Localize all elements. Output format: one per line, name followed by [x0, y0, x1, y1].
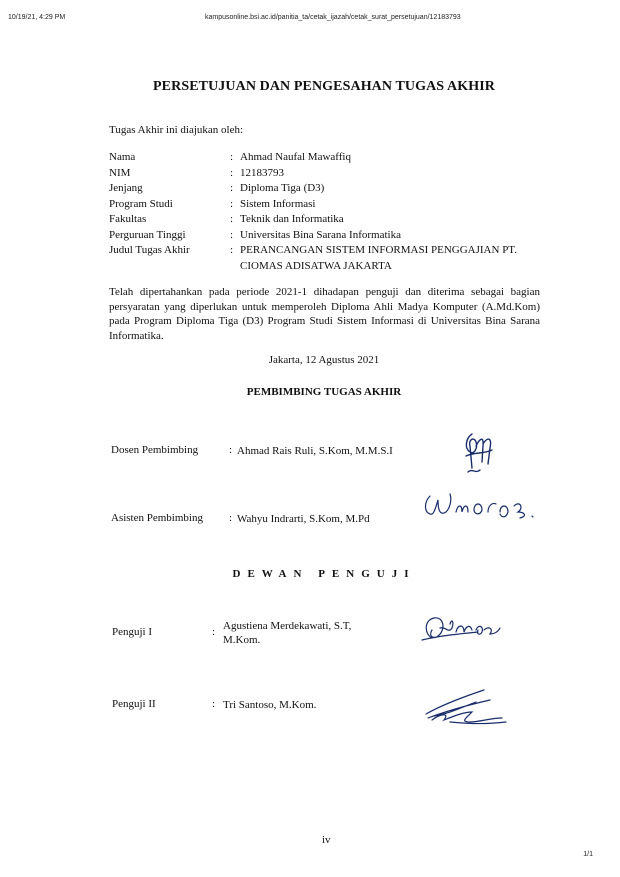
page-title: PERSETUJUAN DAN PENGESAHAN TUGAS AKHIR: [153, 79, 495, 94]
asisten-name: Wahyu Indrarti, S.Kom, M.Pd: [237, 513, 370, 525]
penguji-1-name: Agustiena Merdekawati, S.T, M.Kom.: [223, 620, 352, 646]
print-datetime: 10/19/21, 4:29 PM: [8, 14, 66, 21]
field-value: Teknik dan Informatika: [240, 213, 344, 225]
field-value: Ahmad Naufal Mawaffiq: [240, 151, 351, 163]
asisten-label: Asisten Pembimbing: [111, 512, 203, 524]
place-date: Jakarta, 12 Agustus 2021: [268, 354, 380, 366]
asisten-signature: [420, 488, 540, 526]
dosen-name: Ahmad Rais Ruli, S.Kom, M.M.S.I: [237, 445, 393, 457]
field-colon: :: [230, 166, 234, 179]
penguji-2-signature: [420, 684, 512, 728]
dosen-colon: :: [229, 444, 233, 456]
field-value: Diploma Tiga (D3): [240, 182, 325, 194]
field-colon: :: [230, 228, 234, 241]
penguji-heading: DEWAN PENGUJI: [232, 568, 416, 580]
field-value: PERANCANGAN SISTEM INFORMASI PENGGAJIAN PT. CIOMAS ADISATWA JAKARTA: [240, 244, 517, 272]
print-page-count: 1/1: [583, 851, 593, 858]
page-number-roman: iv: [322, 834, 331, 846]
penguji-2-label: Penguji II: [112, 698, 156, 710]
print-url: kampusonline.bsi.ac.id/panitia_ta/cetak_ijazah/cetak_surat_persetujuan/12183793: [205, 14, 461, 21]
dosen-signature: [458, 428, 500, 478]
field-value: 12183793: [240, 166, 284, 179]
field-label: Program Studi: [109, 197, 173, 210]
field-label: Perguruan Tinggi: [109, 228, 186, 241]
field-label: Jenjang: [109, 182, 143, 194]
pembimbing-heading: PEMBIMBING TUGAS AKHIR: [246, 386, 402, 398]
approval-paragraph: Telah dipertahankan pada periode 2021-1 dihadapan penguji dan diterima sebagai bagian persyaratan yang diperlukan untuk memperoleh Diploma Ahli Madya Komputer (A.Md.Kom) pada Program Diploma Tiga (D3) Program Studi Sistem Informasi di Universitas Bina Sarana Informatika.: [109, 286, 540, 342]
penguji-1-signature: [418, 610, 504, 646]
intro-text: Tugas Akhir ini diajukan oleh:: [109, 124, 244, 136]
field-label: Judul Tugas Akhir: [109, 244, 190, 256]
penguji-2-colon: :: [212, 698, 216, 710]
penguji-1-label: Penguji I: [112, 626, 153, 638]
asisten-colon: :: [229, 512, 233, 524]
field-label: Nama: [109, 151, 136, 163]
field-colon: :: [230, 213, 234, 225]
field-label: NIM: [109, 166, 131, 179]
field-colon: :: [230, 151, 234, 163]
penguji-2-name: Tri Santoso, M.Kom.: [223, 699, 317, 711]
penguji-1-colon: :: [212, 626, 216, 638]
field-colon: :: [230, 244, 234, 256]
dosen-label: Dosen Pembimbing: [111, 444, 199, 456]
field-colon: :: [230, 182, 234, 194]
field-value: Sistem Informasi: [240, 197, 316, 210]
field-value: Universitas Bina Sarana Informatika: [240, 228, 401, 241]
field-colon: :: [230, 197, 234, 210]
field-label: Fakultas: [109, 213, 147, 225]
